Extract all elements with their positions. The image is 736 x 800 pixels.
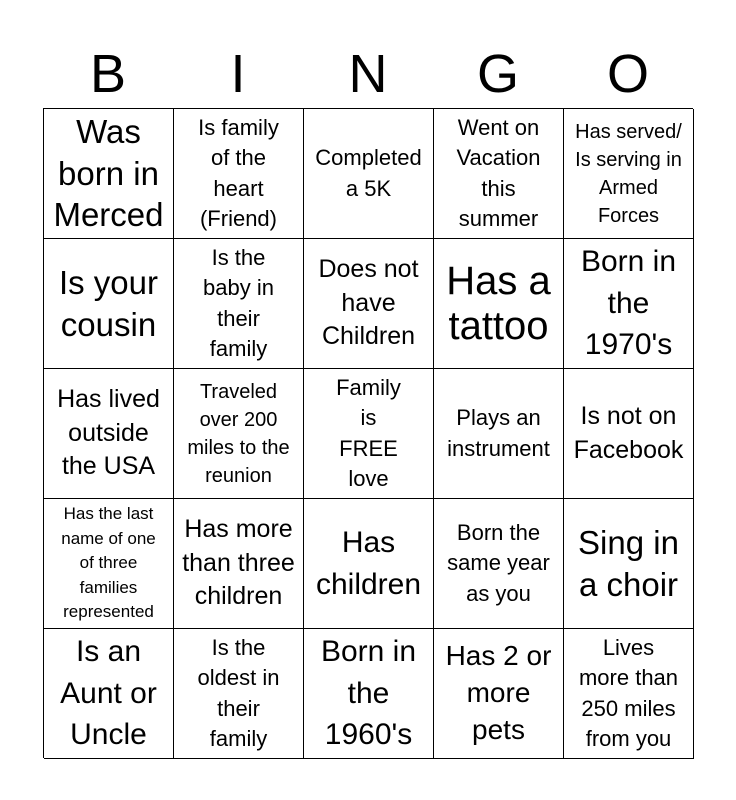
bingo-cell[interactable] (564, 369, 694, 499)
bingo-cell[interactable] (174, 109, 304, 239)
bingo-cell[interactable] (564, 629, 694, 759)
bingo-cell[interactable] (304, 109, 434, 239)
header-letter-o: O (606, 44, 649, 104)
cell-text: Has a tattoo (446, 258, 551, 348)
bingo-cell[interactable] (434, 239, 564, 369)
bingo-cell[interactable] (44, 629, 174, 759)
cell-text: Is not on Facebook (573, 402, 684, 464)
bingo-cell[interactable] (174, 629, 304, 759)
cell-text: Has served/ Is serving in Armed Forces (575, 120, 682, 227)
bingo-board (43, 108, 693, 758)
cell-text: Has 2 or more pets (445, 640, 552, 745)
cell-text: Born in the 1970's (580, 245, 677, 362)
cell-text: Plays an instrument (447, 405, 550, 461)
bingo-cell[interactable] (44, 109, 174, 239)
header-letter-n: N (348, 44, 388, 104)
bingo-cell[interactable] (434, 109, 564, 239)
cell-text: Does not have Children (318, 255, 419, 351)
bingo-cell[interactable] (304, 369, 434, 499)
bingo-cell[interactable] (304, 239, 434, 369)
cell-text: Is the baby in their family (203, 244, 274, 361)
cell-text: Is an Aunt or Uncle (60, 635, 157, 752)
cell-text: Has children (315, 526, 422, 601)
cell-text: Was born in Merced (53, 112, 164, 234)
header-letter-g: G (476, 44, 519, 104)
header-letter-b: B (89, 44, 127, 104)
cell-text: Has lived outside the USA (57, 385, 160, 481)
cell-text: Has the last name of one of three families represented (61, 503, 156, 622)
bingo-cell[interactable] (44, 499, 174, 629)
cell-text: Lives more than 250 miles from you (578, 634, 679, 751)
cell-text: Has more than three children (182, 515, 295, 611)
bingo-cell[interactable] (44, 369, 174, 499)
bingo-cell[interactable] (564, 109, 694, 239)
bingo-cell[interactable] (564, 499, 694, 629)
cell-text: Family is FREE love (336, 374, 401, 491)
cell-text: Is your cousin (58, 263, 159, 343)
bingo-cell[interactable] (304, 499, 434, 629)
header-letter-i: I (230, 44, 246, 104)
bingo-cell[interactable] (434, 629, 564, 759)
bingo-cell[interactable] (564, 239, 694, 369)
cell-text: Born the same year as you (447, 519, 550, 606)
cell-text: Is the oldest in their family (197, 634, 280, 751)
bingo-cell[interactable] (434, 499, 564, 629)
bingo-cell[interactable] (174, 239, 304, 369)
cell-text: Went on Vacation this summer (456, 114, 541, 231)
cell-text: Traveled over 200 miles to the reunion (187, 380, 290, 487)
cell-text: Sing in a choir (578, 523, 679, 603)
bingo-header (43, 40, 693, 108)
cell-text: Is family of the heart (Friend) (198, 114, 279, 231)
bingo-cell[interactable] (434, 369, 564, 499)
bingo-cell[interactable] (174, 499, 304, 629)
bingo-cell[interactable] (44, 239, 174, 369)
bingo-cell[interactable] (304, 629, 434, 759)
bingo-cell[interactable] (174, 369, 304, 499)
cell-text: Completed a 5K (315, 145, 422, 201)
cell-text: Born in the 1960's (320, 635, 417, 752)
